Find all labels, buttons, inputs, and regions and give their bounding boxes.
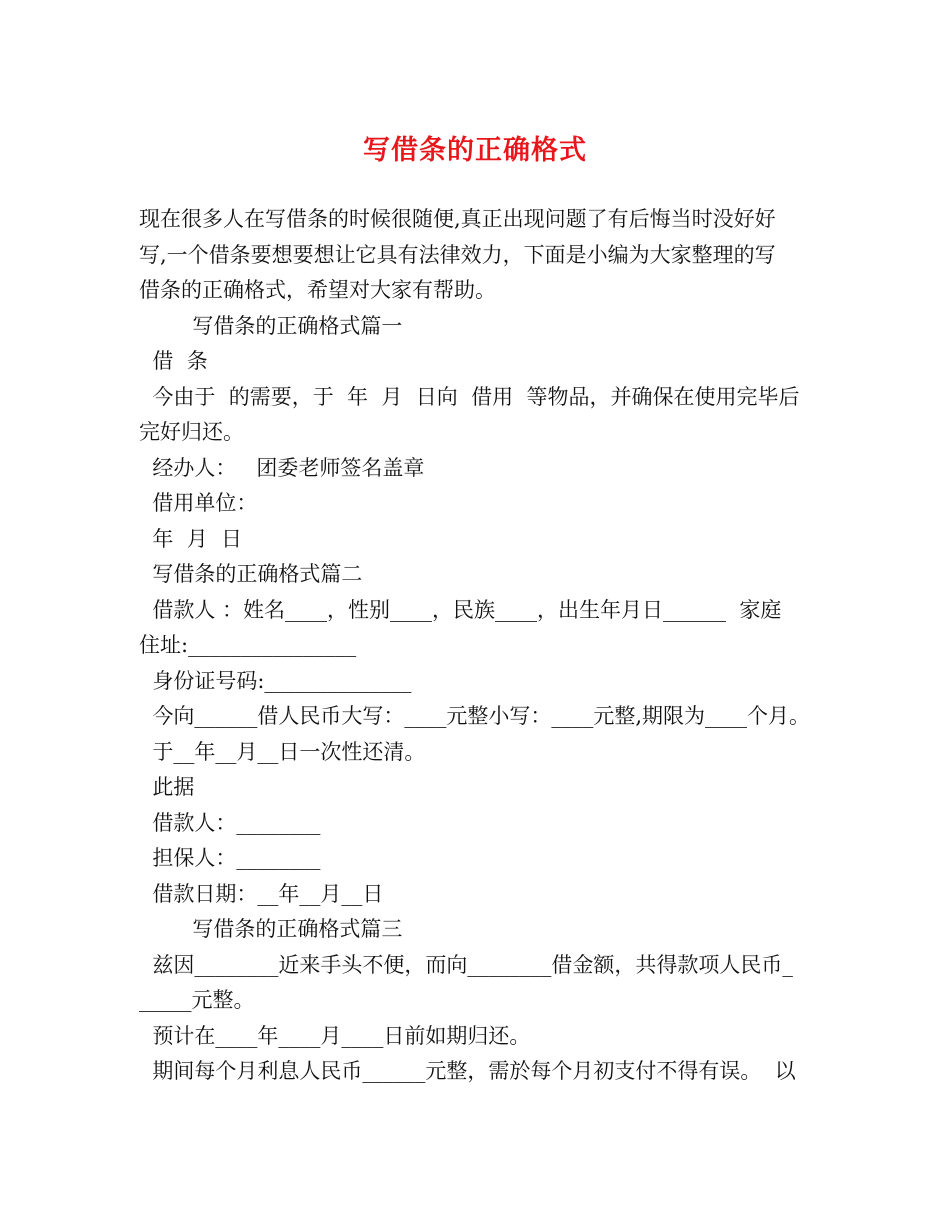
intro-line-2: 写,一个借条要想要想让它具有法律效力，下面是小编为大家整理的写 [139, 242, 776, 267]
text-line: 今由于 的需要，于 年 月 日向 借用 等物品，并确保在使用完毕后 [139, 384, 800, 409]
text-line: 年 月 日 [139, 526, 243, 551]
text-line: 借用单位： [139, 491, 258, 515]
text-line: 于__年__月__日一次性还清。 [139, 739, 426, 764]
text-line: 借款人：________ [139, 810, 321, 835]
section-heading-1: 写借条的正确格式篇一 [139, 313, 403, 338]
text-line: 兹因________近来手头不便，而向________借金额，共得款项人民币_ [139, 952, 793, 977]
text-line: 借款人 ：姓名____，性别____，民族____，出生年月日______ 家庭 [139, 597, 782, 622]
text-line: 身份证号码:______________ [139, 668, 412, 693]
text-line: 今向______借人民币大写：____元整小写：____元整,期限为____个月。 [139, 704, 811, 728]
text-line: 期间每个月利息人民币______元整，需於每个月初支付不得有误。 以 [139, 1059, 796, 1083]
intro-line-1: 现在很多人在写借条的时候很随便,真正出现问题了有后悔当时没好好 [139, 207, 776, 231]
text-line: 预计在____年____月____日前如期归还。 [139, 1023, 531, 1048]
document-body [139, 202, 819, 1090]
note-heading: 借 条 [139, 349, 208, 373]
text-line: 此据 [139, 775, 195, 799]
text-line: 借款日期：__年__月__日 [139, 881, 384, 906]
document-title: 写借条的正确格式 [363, 135, 587, 166]
section-heading-2: 写借条的正确格式篇二 [139, 562, 363, 586]
text-line: 完好归还。 [139, 420, 244, 444]
intro-line-3: 借条的正确格式，希望对大家有帮助。 [139, 278, 496, 302]
text-line: 担保人：________ [139, 846, 321, 870]
section-heading-3: 写借条的正确格式篇三 [139, 917, 403, 941]
text-line: _____元整。 [139, 988, 255, 1012]
text-line: 经办人： 团委老师签名盖章 [139, 455, 425, 480]
text-line: 住址:________________ [139, 633, 357, 657]
